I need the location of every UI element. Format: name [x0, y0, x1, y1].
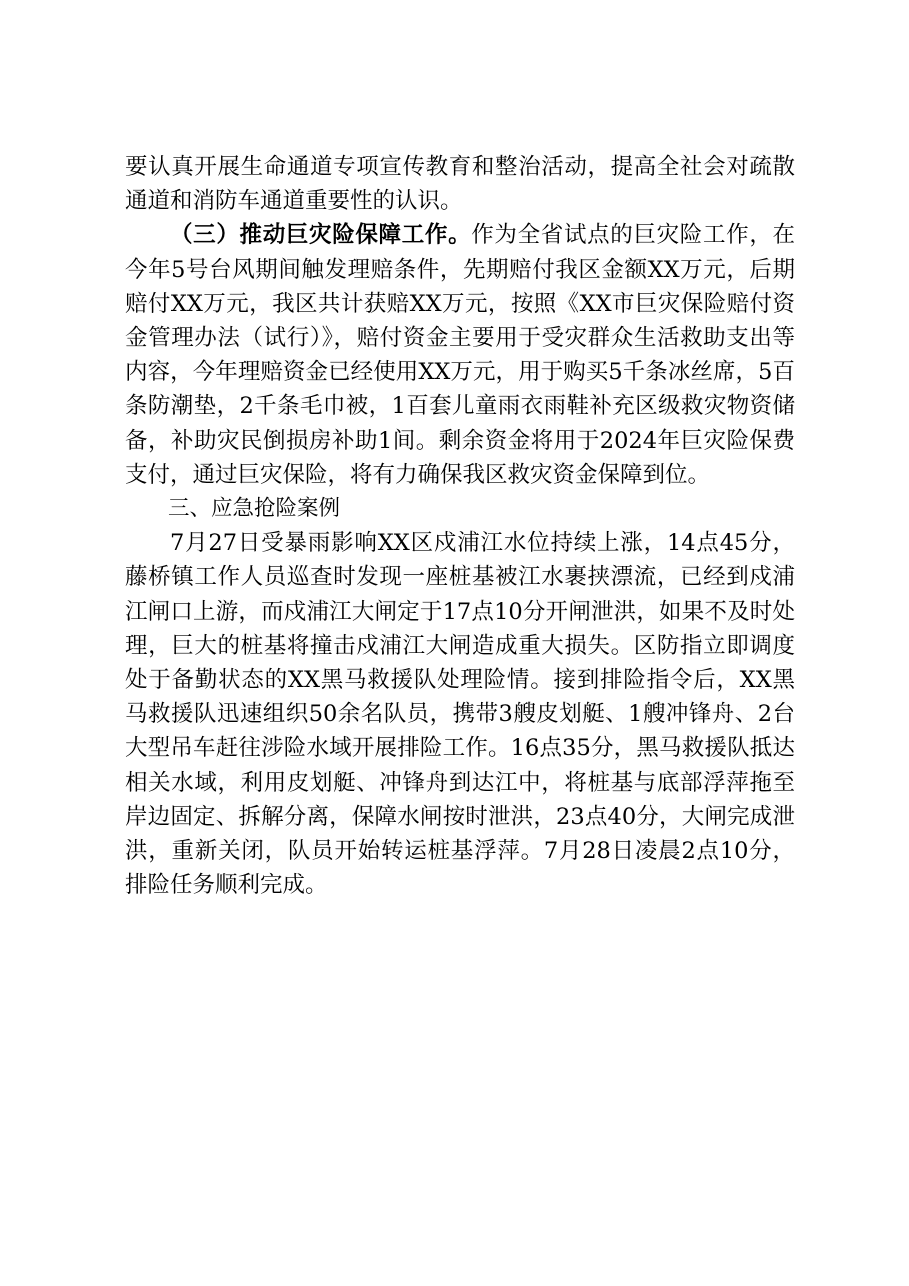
section-heading-emergency-cases: 三、应急抢险案例 [168, 496, 341, 522]
paragraph-catastrophe-insurance [125, 218, 795, 492]
paragraph-lifeline-campaign: 要认真开展生命通道专项宣传教育和整治活动，提高全社会对疏散通道和消防车通道重要性的认识。 [125, 154, 795, 215]
paragraph-rescue-case: 7月27日受暴雨影响XX区戍浦江水位持续上涨，14点45分，藤桥镇工作人员巡查时发现一座桩基被江水裹挟漂流，已经到戍浦江闸口上游，而戍浦江大闸定于17点10分开闸泄洪，如果不及时处理，巨大的桩基将撞击戍浦江大闸造成重大损失。区防指立即调度处于备勤状态的XX黑马救援队处理险情。接到排险指令后，XX黑马救援队迅速组织50余名队员，携带3艘皮划艇、1艘冲锋舟、2台大型吊车赶往涉险水域开展排险工作。16点35分，黑马救援队抵达相关水域，利用皮划艇、冲锋舟到达江中，将桩基与底部浮萍拖至岸边固定、拆解分离，保障水闸按时泄洪，23点40分，大闸完成泄洪，重新关闭，队员开始转运桩基浮萍。7月28日凌晨2点10分，排险任务顺利完成。 [125, 530, 795, 899]
document-body [125, 150, 795, 902]
paragraph-insurance-body: 作为全省试点的巨灾险工作，在今年5号台风期间触发理赔条件，先期赔付我区金额XX万元，后期赔付XX万元，我区共计获赔XX万元，按照《XX市巨灾保险赔付资金管理办法（试行）》，赔付资金主要用于受灾群众生活救助支出等内容，今年理赔资金已经使用XX万元，用于购买5千条冰丝席，5百条防潮垫，2千条毛巾被，1百套儿童雨衣雨鞋补充区级救灾物资储备，补助灾民倒损房补助1间。剩余资金将用于2024年巨灾险保费支付，通过巨灾保险，将有力确保我区救灾资金保障到位。 [125, 222, 795, 488]
subsection-heading-insurance: （三）推动巨灾险保障工作。 [170, 222, 472, 249]
